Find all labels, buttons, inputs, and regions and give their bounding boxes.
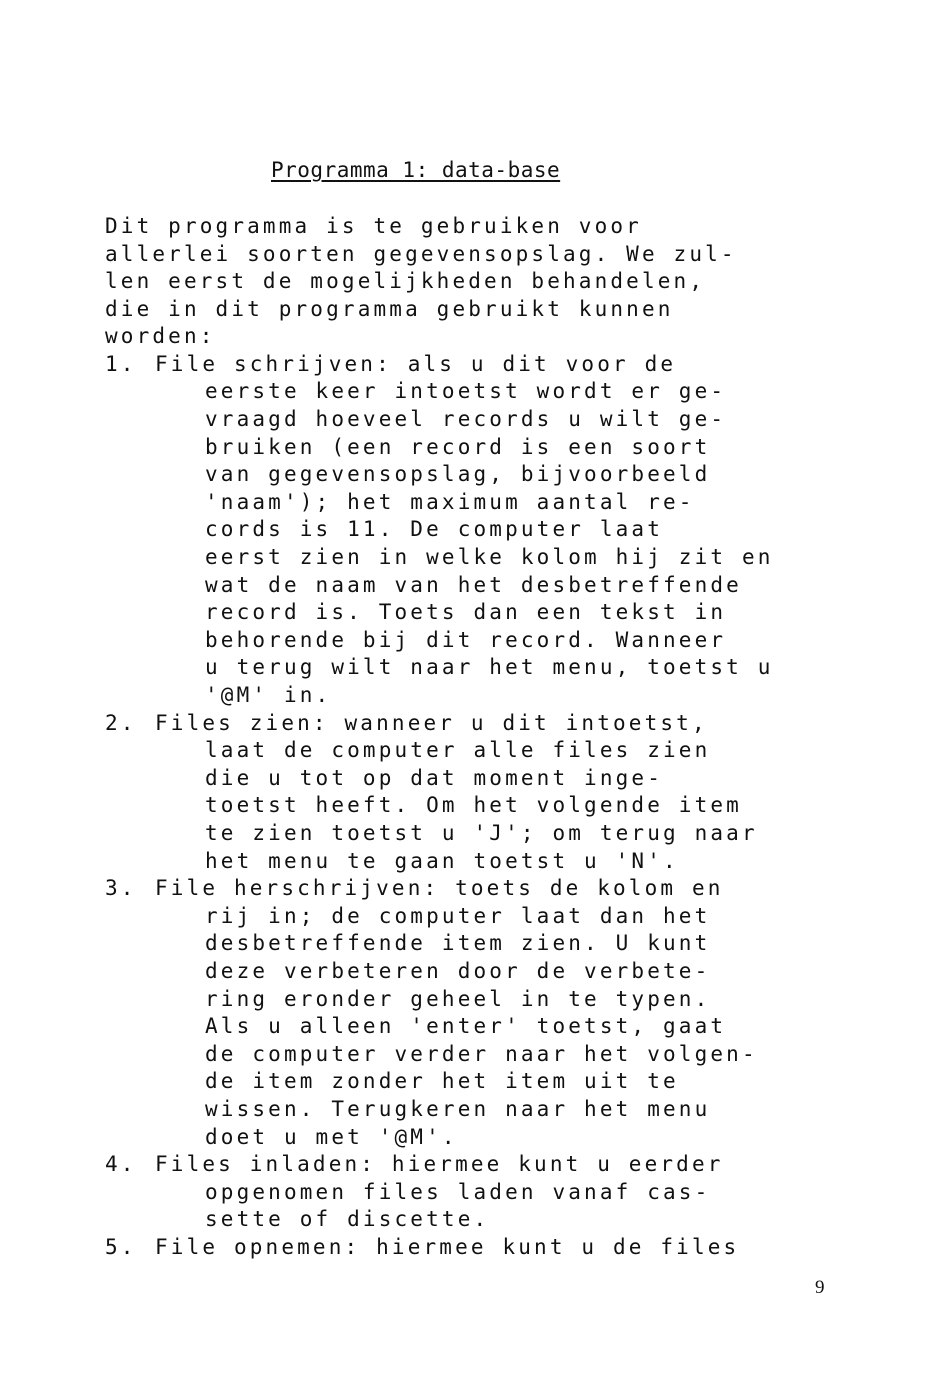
item-line: Als u alleen 'enter' toetst, gaat	[205, 1014, 727, 1038]
item-line: wissen. Terugkeren naar het menu	[205, 1097, 711, 1121]
item-line: die u tot op dat moment inge-	[205, 766, 663, 790]
item-line: '@M' in.	[205, 683, 332, 707]
item-line: rij in; de computer laat dan het	[205, 904, 711, 928]
item-line: cords is 11. De computer laat	[205, 517, 663, 541]
item-number: 3.	[105, 876, 137, 900]
item-line: behorende bij dit record. Wanneer	[205, 628, 727, 652]
item-line: desbetreffende item zien. U kunt	[205, 931, 711, 955]
item-line: de computer verder naar het volgen-	[205, 1042, 758, 1066]
item-line: wat de naam van het desbetreffende	[205, 573, 742, 597]
item-line: het menu te gaan toetst u 'N'.	[205, 849, 679, 873]
intro-line: len eerst de mogelijkheden behandelen,	[105, 269, 706, 293]
item-number: 4.	[105, 1152, 137, 1176]
item-line: eerst zien in welke kolom hij zit en	[205, 545, 774, 569]
item-number: 1.	[105, 352, 137, 376]
item-line: 'naam'); het maximum aantal re-	[205, 490, 695, 514]
item-line: File herschrijven: toets de kolom en	[155, 876, 724, 900]
item-line: File opnemen: hiermee kunt u de files	[155, 1235, 740, 1259]
item-line: deze verbeteren door de verbete-	[205, 959, 711, 983]
item-line: Files zien: wanneer u dit intoetst,	[155, 711, 708, 735]
item-number: 5.	[105, 1235, 137, 1259]
item-line: Files inladen: hiermee kunt u eerder	[155, 1152, 724, 1176]
page-number: 9	[815, 1277, 825, 1298]
intro-line: allerlei soorten gegevensopslag. We zul-	[105, 242, 737, 266]
intro-line: worden:	[105, 324, 216, 348]
item-line: u terug wilt naar het menu, toetst u	[205, 655, 774, 679]
item-line: toetst heeft. Om het volgende item	[205, 793, 742, 817]
item-line: sette of discette.	[205, 1207, 490, 1231]
item-line: vraagd hoeveel records u wilt ge-	[205, 407, 727, 431]
item-line: laat de computer alle files zien	[205, 738, 711, 762]
item-line: van gegevensopslag, bijvoorbeeld	[205, 462, 711, 486]
page-title: Programma 1: data-base	[271, 158, 561, 182]
item-line: te zien toetst u 'J'; om terug naar	[205, 821, 758, 845]
item-line: File schrijven: als u dit voor de	[155, 352, 677, 376]
intro-line: die in dit programma gebruikt kunnen	[105, 297, 674, 321]
item-line: opgenomen files laden vanaf cas-	[205, 1180, 711, 1204]
item-line: eerste keer intoetst wordt er ge-	[205, 379, 727, 403]
item-line: ring eronder geheel in te typen.	[205, 987, 711, 1011]
item-line: bruiken (een record is een soort	[205, 435, 711, 459]
item-line: de item zonder het item uit te	[205, 1069, 679, 1093]
item-line: doet u met '@M'.	[205, 1125, 458, 1149]
item-number: 2.	[105, 711, 137, 735]
intro-line: Dit programma is te gebruiken voor	[105, 214, 642, 238]
item-line: record is. Toets dan een tekst in	[205, 600, 727, 624]
